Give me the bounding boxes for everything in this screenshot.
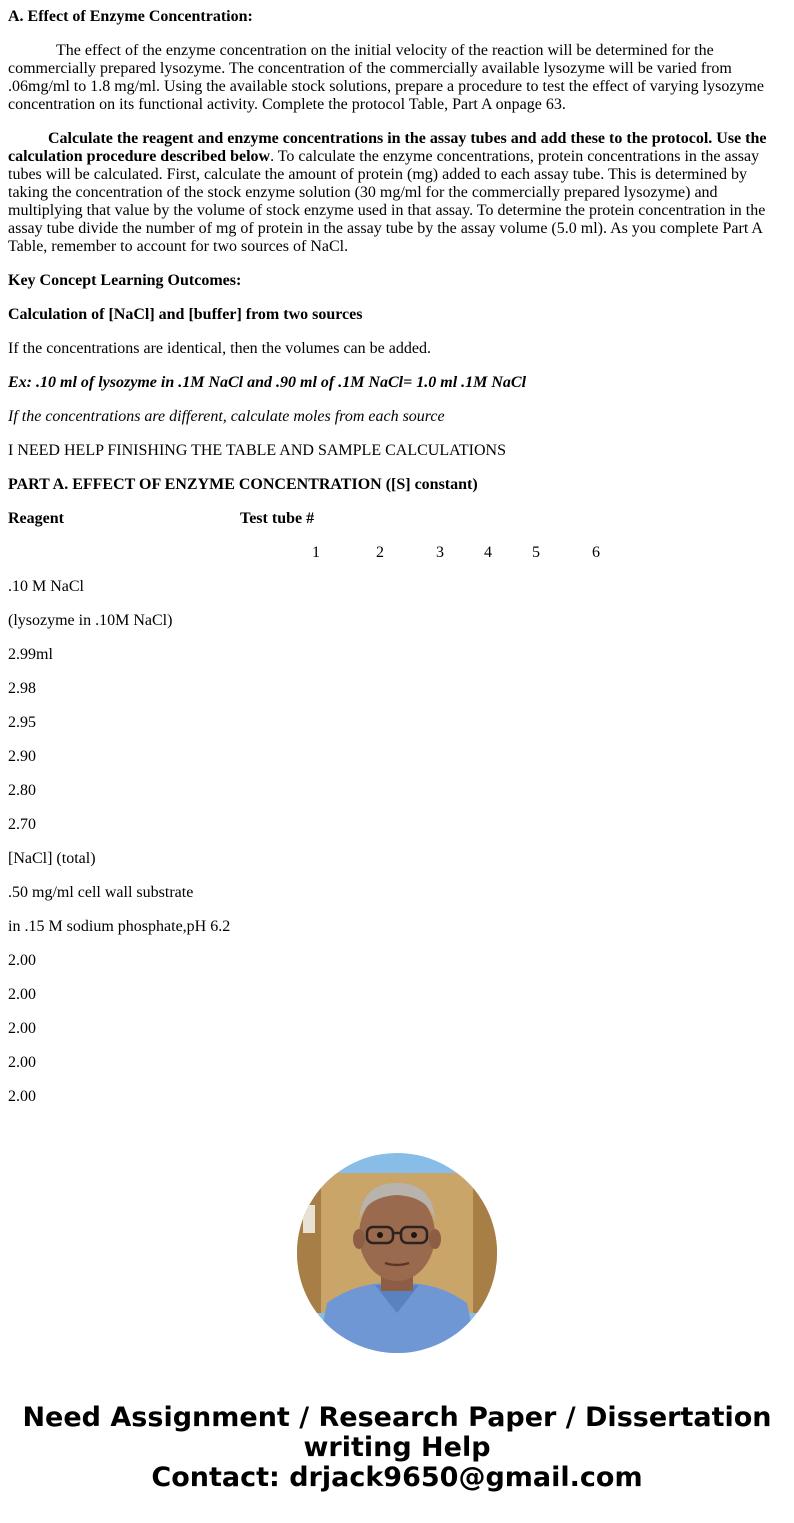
table-line: 2.70 (8, 816, 36, 833)
avatar-wall-frame (297, 1173, 321, 1313)
table-line: [NaCl] (total) (8, 850, 96, 867)
reagent-header: Reagent (8, 510, 64, 527)
table-line: (lysozyme in .10M NaCl) (8, 612, 173, 629)
avatar-portrait (297, 1153, 497, 1353)
tube-number: 4 (484, 544, 492, 561)
avatar-switch (303, 1205, 315, 1233)
table-line: 2.00 (8, 986, 36, 1003)
avatar-ear (429, 1229, 441, 1249)
footer-banner (0, 1403, 794, 1493)
table-line: 2.00 (8, 952, 36, 969)
table-line: .10 M NaCl (8, 578, 84, 595)
table-line: 2.98 (8, 680, 36, 697)
identical-text: If the concentrations are identical, then the volumes can be added. (8, 340, 431, 357)
table-line: 2.90 (8, 748, 36, 765)
calculation-rest-text: . To calculate the enzyme concentrations, protein concentrations in the assay tubes will be calculated. First, calculate the amount of protein (mg) added to each assay tube. This is determined by taking the concentration of the stock enzyme solution (30 mg/ml for the commercially prepared lysozyme) and multiplying that value by the volume of stock enzyme used in that assay. To determine the protein concentration in the assay tube divide the number of mg of protein in the assay tube by the assay volume (5.0 ml). As you complete Part A Table, remember to account for two sources of NaCl. (8, 148, 766, 255)
test-tube-header: Test tube # (240, 510, 315, 527)
avatar-eye (377, 1232, 383, 1238)
table-header-row (8, 510, 778, 528)
avatar (297, 1153, 497, 1353)
intro-paragraph: The effect of the enzyme concentration on the initial velocity of the reaction will be determined for the commercially prepared lysozyme. The concentration of the commercially available lysozyme will be varied from .06mg/ml to 1.8 mg/ml. Using the available stock solutions, prepare a procedure to test the effect of varying lysozyme concentration on its functional activity. Complete the protocol Table, Part A onpage 63. (8, 42, 764, 113)
help-request-text: I NEED HELP FINISHING THE TABLE AND SAMPLE CALCULATIONS (8, 442, 506, 459)
table-line: 2.00 (8, 1054, 36, 1071)
table-line: 2.80 (8, 782, 36, 799)
footer-line: writing Help (303, 1432, 491, 1463)
tube-number: 3 (436, 544, 444, 561)
table-line: .50 mg/ml cell wall substrate (8, 884, 194, 901)
table-line: 2.95 (8, 714, 36, 731)
section-heading: A. Effect of Enzyme Concentration: (8, 8, 253, 25)
calc-nacl-heading: Calculation of [NaCl] and [buffer] from two sources (8, 306, 363, 323)
calculation-paragraph (8, 130, 778, 256)
tube-number: 6 (592, 544, 600, 561)
table-line: 2.00 (8, 1088, 36, 1105)
footer-line: Need Assignment / Research Paper / Dissertation (22, 1402, 772, 1433)
table-line: 2.00 (8, 1020, 36, 1037)
avatar-eye (411, 1232, 417, 1238)
different-text: If the concentrations are different, calculate moles from each source (8, 408, 445, 425)
tube-number-row (8, 544, 778, 562)
table-line: in .15 M sodium phosphate,pH 6.2 (8, 918, 231, 935)
example-text: Ex: .10 ml of lysozyme in .1M NaCl and .90 ml of .1M NaCl= 1.0 ml .1M NaCl (8, 374, 527, 391)
tube-number: 2 (376, 544, 384, 561)
part-a-heading: PART A. EFFECT OF ENZYME CONCENTRATION ([S] constant) (8, 476, 478, 493)
document-body (8, 8, 778, 1122)
calculation-bold-text: Calculate the reagent and enzyme concentrations in the assay tubes and add these to the protocol. Use the calculation procedure described below (8, 130, 767, 165)
key-concept-heading: Key Concept Learning Outcomes: (8, 272, 242, 289)
avatar-wall-frame (473, 1173, 497, 1313)
footer-contact: Contact: drjack9650@gmail.com (151, 1462, 643, 1493)
tube-number: 5 (532, 544, 540, 561)
table-line: 2.99ml (8, 646, 53, 663)
avatar-ear (353, 1229, 365, 1249)
tube-number: 1 (312, 544, 320, 561)
